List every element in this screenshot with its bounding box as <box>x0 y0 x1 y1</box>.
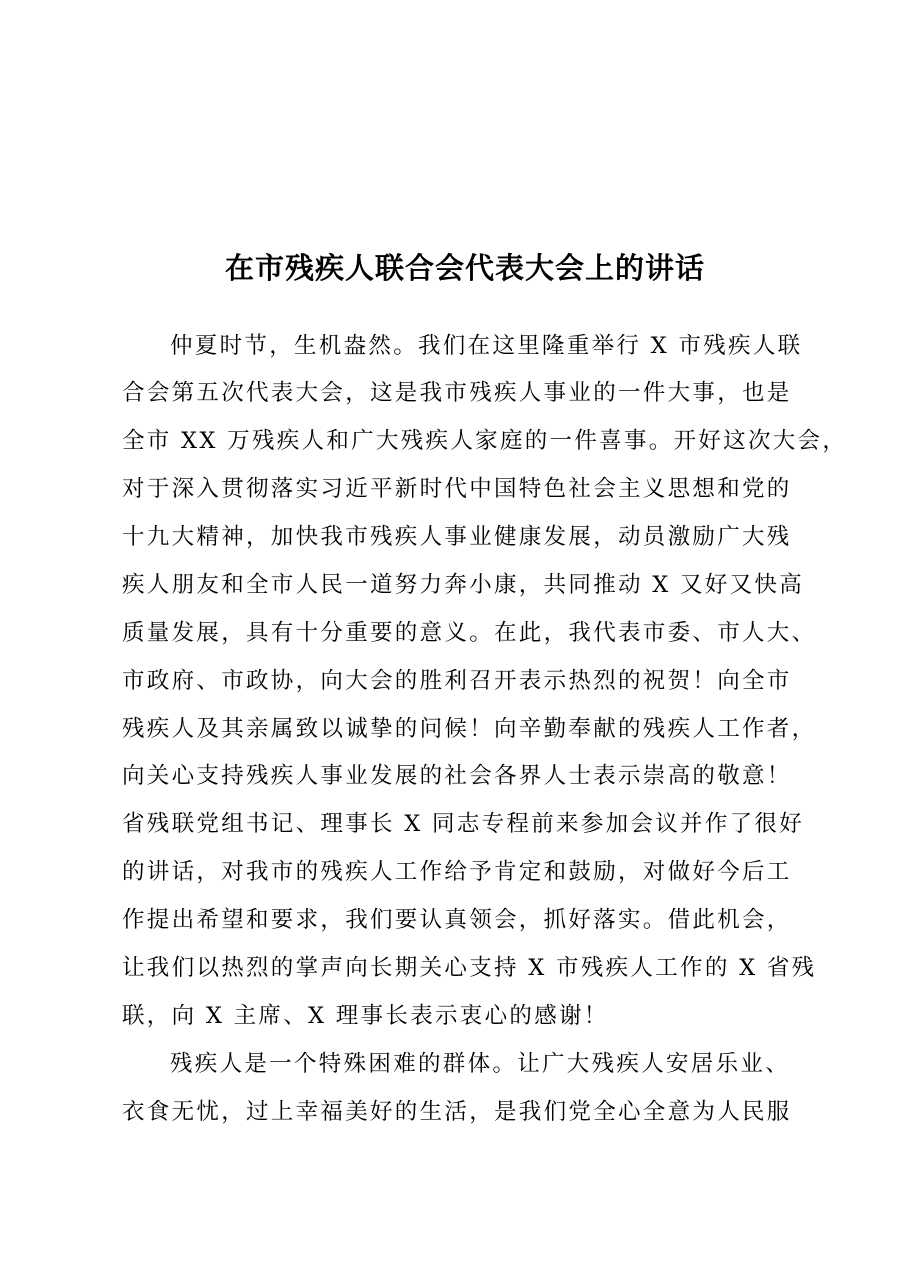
paragraph-1-line-12: 的讲话，对我市的残疾人工作给予肯定和鼓励，对做好今后工 <box>122 859 792 885</box>
paragraph-1-line-7: 质量发展，具有十分重要的意义。在此，我代表市委、市人大、 <box>122 620 817 646</box>
paragraph-1-line-6: 疾人朋友和全市人民一道努力奔小康，共同推动 X 又好又快高 <box>122 572 805 598</box>
paragraph-1-line-5: 十九大精神，加快我市残疾人事业健康发展，动员激励广大残 <box>122 524 792 550</box>
paragraph-1-line-14: 让我们以热烈的掌声向长期关心支持 X 市残疾人工作的 X 省残 <box>122 955 817 981</box>
paragraph-1-line-10: 向关心支持残疾人事业发展的社会各界人士表示崇高的敬意！ <box>122 763 792 789</box>
paragraph-1-line-8: 市政府、市政协，向大会的胜利召开表示热烈的祝贺！向全市 <box>122 668 792 694</box>
paragraph-1-line-11: 省残联党组书记、理事长 X 同志专程前来参加会议并作了很好 <box>122 811 805 837</box>
paragraph-1-line-2: 合会第五次代表大会，这是我市残疾人事业的一件大事，也是 <box>122 380 792 406</box>
document-title: 在市残疾人联合会代表大会上的讲话 <box>224 251 705 285</box>
paragraph-1-line-13: 作提出希望和要求，我们要认真领会，抓好落实。借此机会， <box>122 907 792 933</box>
paragraph-1-line-9: 残疾人及其亲属致以诚挚的问候！向辛勤奉献的残疾人工作者， <box>122 716 817 742</box>
paragraph-2-line-1: 残疾人是一个特殊困难的群体。让广大残疾人安居乐业、 <box>170 1051 791 1077</box>
paragraph-1-line-15: 联，向 X 主席、X 理事长表示衷心的感谢！ <box>122 1003 609 1029</box>
paragraph-1-line-3: 全市 XX 万残疾人和广大残疾人家庭的一件喜事。开好这次大会， <box>122 428 848 454</box>
paragraph-2-line-2: 衣食无忧，过上幸福美好的生活，是我们党全心全意为人民服 <box>122 1099 792 1125</box>
paragraph-1-line-1: 仲夏时节，生机盎然。我们在这里隆重举行 X 市残疾人联 <box>170 333 803 359</box>
paragraph-1-line-4: 对于深入贯彻落实习近平新时代中国特色社会主义思想和党的 <box>122 476 792 502</box>
